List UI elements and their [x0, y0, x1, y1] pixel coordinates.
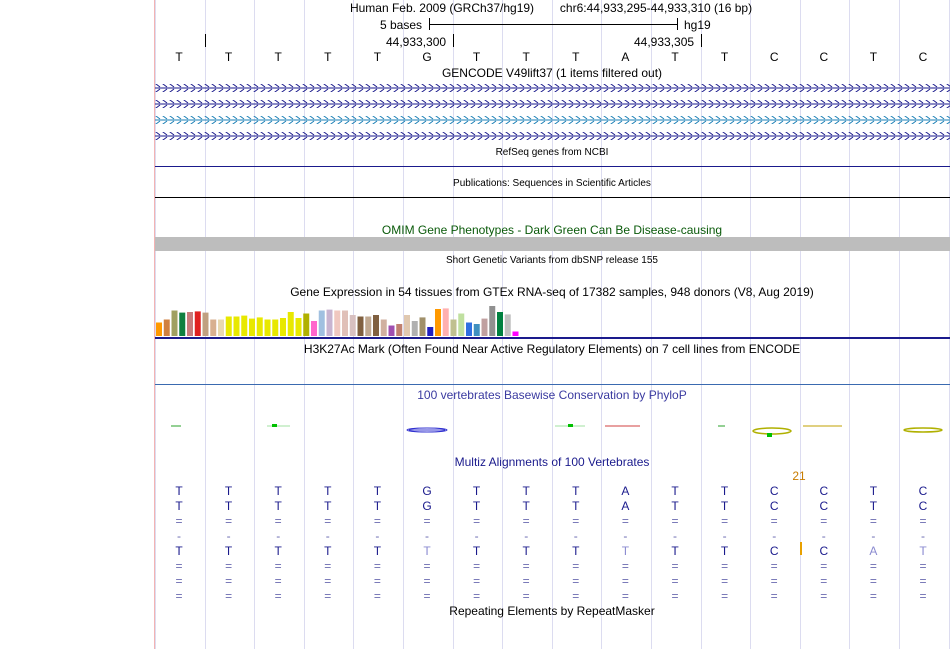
gtex-baseline — [155, 337, 950, 339]
gencode-transcripts[interactable] — [155, 80, 950, 144]
alignment-cell: - — [673, 529, 677, 543]
alignment-cell: = — [919, 574, 927, 588]
alignment-cell: T — [522, 544, 530, 558]
gtex-tissue-bar[interactable] — [218, 320, 224, 337]
gtex-tissue-bar[interactable] — [272, 320, 278, 337]
gtex-tissue-bar[interactable] — [327, 310, 333, 336]
alignment-cell: T — [720, 484, 729, 498]
phylop-title: 100 vertebrates Basewise Conservation by PhyloP — [417, 388, 687, 402]
gtex-tissue-bar[interactable] — [195, 311, 201, 336]
alignment-cell: A — [869, 544, 878, 558]
alignment-cell: = — [770, 574, 778, 588]
gencode-title: GENCODE V49lift37 (1 items filtered out) — [441, 66, 663, 80]
alignment-cell: = — [671, 589, 679, 603]
gaps-count: 21 — [792, 469, 806, 483]
alignment-cell: = — [621, 589, 629, 603]
alignment-cell: = — [225, 589, 233, 603]
alignment-cell: T — [373, 544, 382, 558]
alignment-cell: = — [671, 559, 679, 573]
alignment-cell: - — [425, 529, 429, 543]
alignment-cell: T — [720, 544, 729, 558]
alignment-cell: T — [472, 499, 481, 513]
gencode-transcript-1[interactable] — [155, 84, 950, 92]
gtex-title: Gene Expression in 54 tissues from GTEx RNA-seq of 17382 samples, 948 donors (V8, Aug 2019) — [290, 285, 814, 299]
gtex-tissue-bar[interactable] — [296, 318, 302, 336]
gencode-transcript-4[interactable] — [155, 132, 950, 140]
gtex-tissue-bar[interactable] — [474, 324, 480, 336]
phylop-plot[interactable] — [155, 415, 950, 443]
gencode-transcript-2[interactable] — [155, 100, 950, 108]
alignment-cell: T — [522, 484, 530, 498]
alignment-cell: T — [572, 499, 580, 513]
alignment-cell: C — [819, 484, 829, 498]
alignment-cell: - — [623, 529, 628, 543]
h3k27ac-title: H3K27Ac Mark (Often Found Near Active Regulatory Elements) on 7 cell lines from ENCODE — [303, 342, 801, 356]
gtex-tissue-bar[interactable] — [497, 312, 503, 336]
alignment-cell: T — [522, 499, 530, 513]
gtex-tissue-bar[interactable] — [389, 326, 395, 337]
h3k27ac-baseline — [155, 384, 950, 385]
alignment-cell: G — [422, 499, 432, 513]
alignment-cell: = — [175, 589, 183, 603]
alignment-cell: T — [324, 484, 332, 498]
alignment-cell: T — [472, 484, 481, 498]
alignment-cell: = — [473, 574, 481, 588]
alignment-cell: = — [621, 574, 629, 588]
alignment-cell: T — [671, 499, 679, 513]
alignment-cell: = — [373, 574, 381, 588]
alignment-cell: = — [473, 514, 481, 528]
scale-text: 5 bases — [380, 18, 423, 32]
alignment-cell: = — [820, 574, 828, 588]
gtex-tissue-bar[interactable] — [172, 311, 178, 337]
alignment-cell: = — [572, 514, 580, 528]
ruler-tick-2 — [453, 34, 454, 47]
alignment-cell: = — [721, 589, 729, 603]
gtex-tissue-bar[interactable] — [179, 313, 185, 336]
alignment-cell: = — [324, 589, 332, 603]
gtex-tissue-bar[interactable] — [334, 311, 340, 337]
dna-base: T — [572, 50, 580, 64]
gtex-tissue-bar[interactable] — [280, 318, 286, 336]
alignment-cell: T — [224, 499, 233, 513]
gtex-tissue-bar[interactable] — [358, 317, 364, 337]
gtex-tissue-bar[interactable] — [164, 320, 170, 337]
coord-label-2: 44,933,305 — [634, 35, 695, 49]
gtex-tissue-bar[interactable] — [451, 320, 457, 337]
gtex-tissue-bar[interactable] — [381, 320, 387, 337]
alignment-cell: G — [422, 484, 432, 498]
track-labels-column — [0, 0, 155, 649]
alignment-cell: T — [472, 544, 481, 558]
alignment-cell: - — [276, 529, 281, 543]
alignment-cell: - — [177, 529, 181, 543]
alignment-cell: = — [919, 559, 927, 573]
dna-base: T — [671, 50, 679, 64]
alignment-cell: T — [572, 484, 580, 498]
alignment-cell: T — [224, 484, 233, 498]
alignment-cell: = — [473, 589, 481, 603]
alignment-cell: = — [522, 589, 530, 603]
alignment-cell: = — [522, 559, 530, 573]
alignment-cell: = — [522, 514, 530, 528]
alignment-cell: = — [869, 559, 877, 573]
publications-line[interactable] — [155, 197, 950, 198]
alignment-cell: = — [820, 589, 828, 603]
ruler-tick-3 — [701, 34, 702, 47]
alignment-cell: T — [671, 484, 679, 498]
elephant-insertion-marker — [800, 542, 802, 555]
dna-base: C — [819, 50, 829, 64]
alignment-cell: = — [175, 559, 183, 573]
alignment-cell: - — [871, 529, 876, 543]
gtex-tissue-bar[interactable] — [187, 312, 193, 336]
gtex-tissue-bar[interactable] — [156, 323, 162, 337]
alignment-cell: = — [423, 559, 431, 573]
gtex-tissue-bar[interactable] — [513, 332, 519, 337]
alignment-cell: = — [324, 559, 332, 573]
dna-base: T — [522, 50, 530, 64]
alignment-cell: T — [373, 499, 382, 513]
alignment-cell: = — [423, 589, 431, 603]
alignment-cell: - — [821, 529, 826, 543]
alignment-cell: T — [869, 484, 878, 498]
alignment-cell: = — [770, 514, 778, 528]
gtex-tissue-bar[interactable] — [319, 311, 325, 337]
alignment-cell: T — [274, 499, 282, 513]
alignment-cell: C — [918, 499, 928, 513]
gtex-tissue-bar[interactable] — [420, 317, 426, 336]
alignment-cell: = — [225, 514, 233, 528]
alignment-cell: = — [572, 589, 580, 603]
alignment-cell: = — [274, 514, 282, 528]
alignment-cell: = — [572, 559, 580, 573]
alignment-cell: = — [225, 559, 233, 573]
refseq-line[interactable] — [155, 166, 950, 167]
gtex-tissue-bar[interactable] — [257, 317, 263, 336]
alignment-cell: C — [769, 484, 779, 498]
gtex-tissue-bar[interactable] — [241, 316, 247, 336]
alignment-cell: - — [772, 529, 777, 543]
dna-base: A — [621, 50, 630, 64]
alignment-cell: - — [722, 529, 727, 543]
dbsnp-title: Short Genetic Variants from dbSNP release 155 — [446, 255, 658, 266]
alignment-cell: T — [224, 544, 233, 558]
gtex-tissue-bar[interactable] — [482, 319, 488, 336]
alignment-cell: T — [621, 544, 630, 558]
scale-db: hg19 — [684, 18, 711, 32]
alignment-cell: C — [918, 484, 928, 498]
gtex-tissue-bar[interactable] — [350, 315, 356, 336]
alignment-cell: C — [819, 544, 829, 558]
alignment-cell: T — [671, 544, 679, 558]
publications-title: Publications: Sequences in Scientific Articles — [453, 178, 651, 189]
gtex-expression-bars[interactable] — [155, 300, 555, 336]
multiz-title: Multiz Alignments of 100 Vertebrates — [454, 455, 650, 469]
alignment-cell: - — [921, 529, 925, 543]
alignment-cell: = — [324, 514, 332, 528]
alignment-cell: C — [769, 499, 779, 513]
position-readout: chr6:44,933,295-44,933,310 (16 bp) — [559, 1, 753, 15]
gtex-tissue-bar[interactable] — [443, 308, 449, 336]
alignment-cell: T — [274, 484, 282, 498]
alignment-cell: = — [671, 514, 679, 528]
alignment-cell: T — [175, 499, 183, 513]
alignment-cell: = — [423, 574, 431, 588]
alignment-cell: = — [820, 514, 828, 528]
alignment-cell: = — [572, 574, 580, 588]
alignment-cell: = — [919, 589, 927, 603]
scale-bar-left-tick — [429, 18, 430, 30]
alignment-cell: = — [770, 559, 778, 573]
alignment-cell: T — [175, 544, 183, 558]
alignment-cell: - — [524, 529, 529, 543]
alignment-cell: A — [621, 499, 630, 513]
alignment-cell: = — [274, 589, 282, 603]
dna-base: T — [274, 50, 282, 64]
alignment-cell: - — [474, 529, 479, 543]
alignment-cell: = — [671, 574, 679, 588]
gtex-tissue-bar[interactable] — [226, 317, 232, 337]
alignment-cell: - — [325, 529, 330, 543]
gtex-tissue-bar[interactable] — [373, 315, 379, 336]
gtex-tissue-bar[interactable] — [427, 327, 433, 336]
coord-label-1: 44,933,300 — [386, 35, 447, 49]
alignment-cell: = — [621, 559, 629, 573]
gtex-tissue-bar[interactable] — [342, 311, 348, 337]
alignment-cell: = — [473, 559, 481, 573]
alignment-cell: = — [324, 574, 332, 588]
alignment-cell: = — [721, 574, 729, 588]
ruler-tick-1 — [205, 34, 206, 47]
alignment-cell: = — [770, 589, 778, 603]
alignment-cell: A — [621, 484, 630, 498]
gtex-tissue-bar[interactable] — [458, 314, 464, 337]
alignment-cell: = — [373, 589, 381, 603]
alignment-cell: = — [373, 514, 381, 528]
alignment-cell: = — [225, 574, 233, 588]
alignment-cell: = — [721, 559, 729, 573]
omim-title: OMIM Gene Phenotypes - Dark Green Can Be Disease-causing — [381, 223, 723, 237]
dna-base: T — [720, 50, 729, 64]
gtex-tissue-bar[interactable] — [466, 323, 472, 337]
dna-base: C — [769, 50, 779, 64]
alignment-cell: = — [274, 574, 282, 588]
alignment-cell: T — [423, 544, 431, 558]
alignment-cell: - — [573, 529, 578, 543]
gencode-transcript-3[interactable] — [155, 116, 950, 124]
gtex-tissue-bar[interactable] — [210, 320, 216, 337]
gtex-tissue-bar[interactable] — [303, 314, 309, 337]
dna-base: C — [918, 50, 928, 64]
track-data-area[interactable] — [155, 0, 950, 649]
alignment-cell: = — [423, 514, 431, 528]
alignment-cell: = — [721, 514, 729, 528]
alignment-cell: = — [175, 574, 183, 588]
alignment-cell: C — [769, 544, 779, 558]
repeatmasker-title: Repeating Elements by RepeatMasker — [449, 604, 655, 618]
alignment-cell: T — [274, 544, 282, 558]
assembly-title: Human Feb. 2009 (GRCh37/hg19) — [349, 1, 535, 15]
gtex-tissue-bar[interactable] — [249, 319, 255, 336]
alignment-cell: T — [919, 544, 927, 558]
gtex-tissue-bar[interactable] — [435, 309, 441, 336]
alignment-cell: - — [226, 529, 231, 543]
gtex-tissue-bar[interactable] — [203, 313, 209, 336]
dna-base: G — [422, 50, 432, 64]
omim-gene-bar[interactable] — [155, 237, 950, 251]
dna-base: T — [324, 50, 332, 64]
refseq-title: RefSeq genes from NCBI — [495, 147, 609, 158]
alignment-cell: T — [324, 544, 332, 558]
alignment-cell: = — [919, 514, 927, 528]
alignment-cell: = — [373, 559, 381, 573]
gtex-tissue-bar[interactable] — [396, 324, 402, 336]
alignment-cell: - — [375, 529, 380, 543]
alignment-cell: = — [820, 559, 828, 573]
alignment-cell: = — [274, 559, 282, 573]
alignment-cell: T — [324, 499, 332, 513]
alignment-cell: T — [572, 544, 580, 558]
gtex-tissue-bar[interactable] — [311, 321, 317, 336]
alignment-cell: = — [869, 589, 877, 603]
scale-bar-right-tick — [677, 18, 678, 30]
dna-base: T — [224, 50, 233, 64]
alignment-cell: = — [175, 514, 183, 528]
alignment-cell: T — [373, 484, 382, 498]
gtex-tissue-bar[interactable] — [412, 321, 418, 336]
alignment-cell: = — [621, 514, 629, 528]
dna-base: T — [472, 50, 481, 64]
alignment-cell: T — [869, 499, 878, 513]
gtex-tissue-bar[interactable] — [265, 320, 271, 337]
dna-base: T — [869, 50, 878, 64]
gtex-tissue-bar[interactable] — [505, 314, 511, 336]
alignment-cell: C — [819, 499, 829, 513]
gtex-tissue-bar[interactable] — [365, 317, 371, 337]
alignment-cell: = — [869, 574, 877, 588]
alignment-cell: = — [869, 514, 877, 528]
alignment-cell: T — [175, 484, 183, 498]
gtex-tissue-bar[interactable] — [489, 306, 495, 336]
gtex-tissue-bar[interactable] — [234, 317, 240, 337]
gtex-tissue-bar[interactable] — [288, 312, 294, 336]
dna-base: T — [373, 50, 382, 64]
dna-base: T — [175, 50, 183, 64]
scale-bar — [429, 24, 677, 25]
gtex-tissue-bar[interactable] — [404, 315, 410, 336]
alignment-cell: T — [720, 499, 729, 513]
alignment-cell: = — [522, 574, 530, 588]
